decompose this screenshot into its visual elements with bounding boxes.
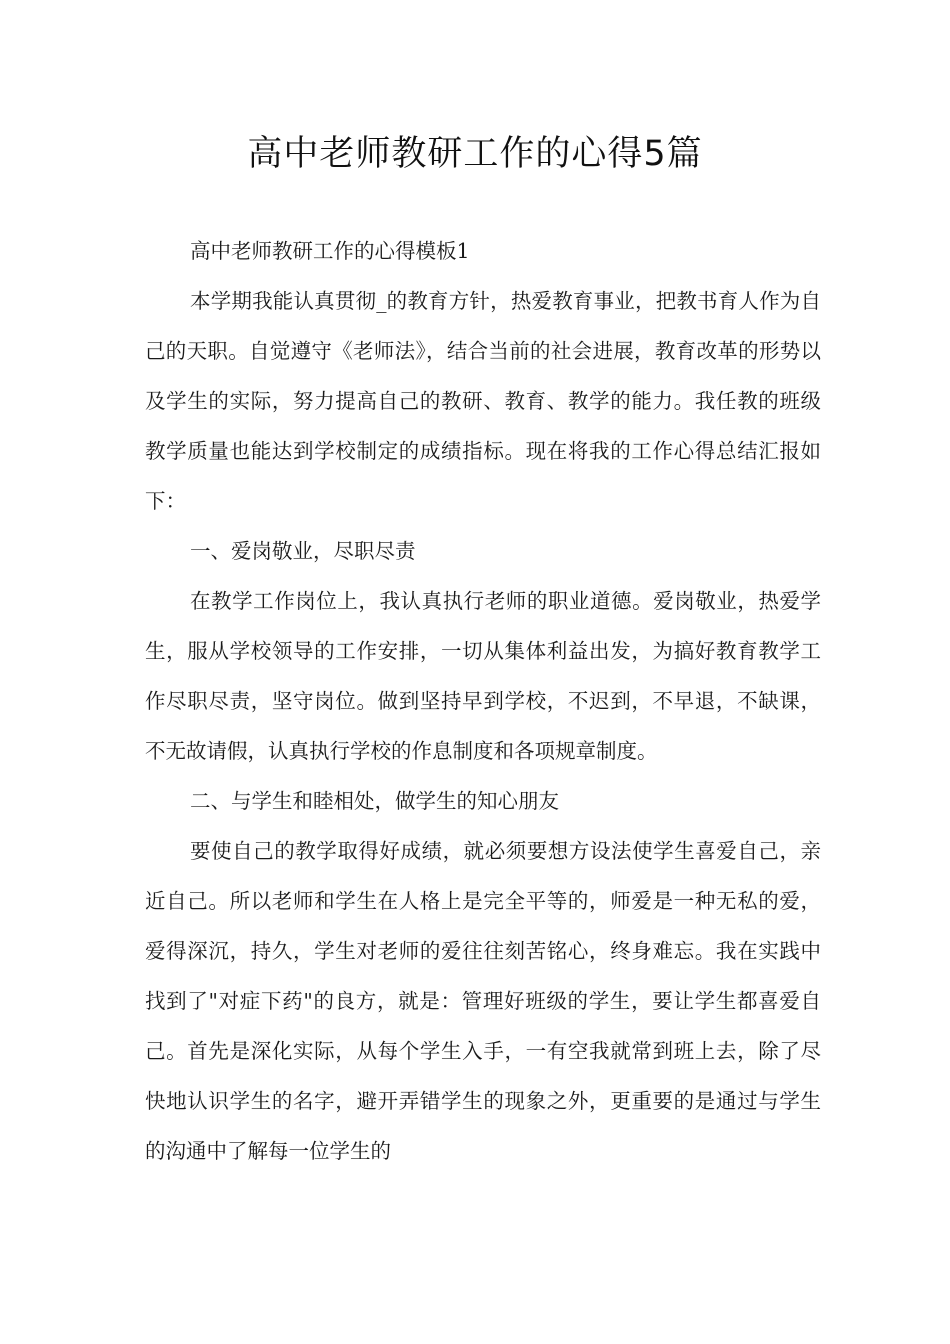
section-paragraph-2: 要使自己的教学取得好成绩，就必须要想方设法使学生喜爱自己，亲近自己。所以老师和学生在人格上是完全平等的，师爱是一种无私的爱，爱得深沉，持久，学生对老师的爱往往刻苦铭心，终身难忘。我在实践中找到了"对症下药"的良方，就是：管理好班级的学生，要让学生都喜爱自己。首先是深化实际，从每个学生入手，一有空我就常到班上去，除了尽快地认识学生的名字，避开弄错学生的现象之外，更重要的是通过与学生的沟通中了解每一位学生的 [145, 839, 821, 1163]
intro-paragraph: 本学期我能认真贯彻_的教育方针，热爱教育事业，把教书育人作为自己的天职。自觉遵守《老师法》，结合当前的社会进展，教育改革的形势以及学生的实际，努力提高自己的教研、教育、教学的能力。我任教的班级教学质量也能达到学校制定的成绩指标。现在将我的工作心得总结汇报如下： [145, 289, 821, 513]
section-heading-1: 一、爱岗敬业，尽职尽责 [190, 539, 416, 563]
template-heading: 高中老师教研工作的心得模板1 [190, 239, 470, 263]
section-heading-2: 二、与学生和睦相处，做学生的知心朋友 [190, 789, 559, 813]
document-title: 高中老师教研工作的心得5篇 [247, 134, 703, 174]
section-paragraph-1: 在教学工作岗位上，我认真执行老师的职业道德。爱岗敬业，热爱学生，服从学校领导的工作安排，一切从集体利益出发，为搞好教育教学工作尽职尽责，坚守岗位。做到坚持早到学校，不迟到，不早退，不缺课，不无故请假，认真执行学校的作息制度和各项规章制度。 [145, 589, 821, 763]
document-body [145, 226, 821, 1176]
